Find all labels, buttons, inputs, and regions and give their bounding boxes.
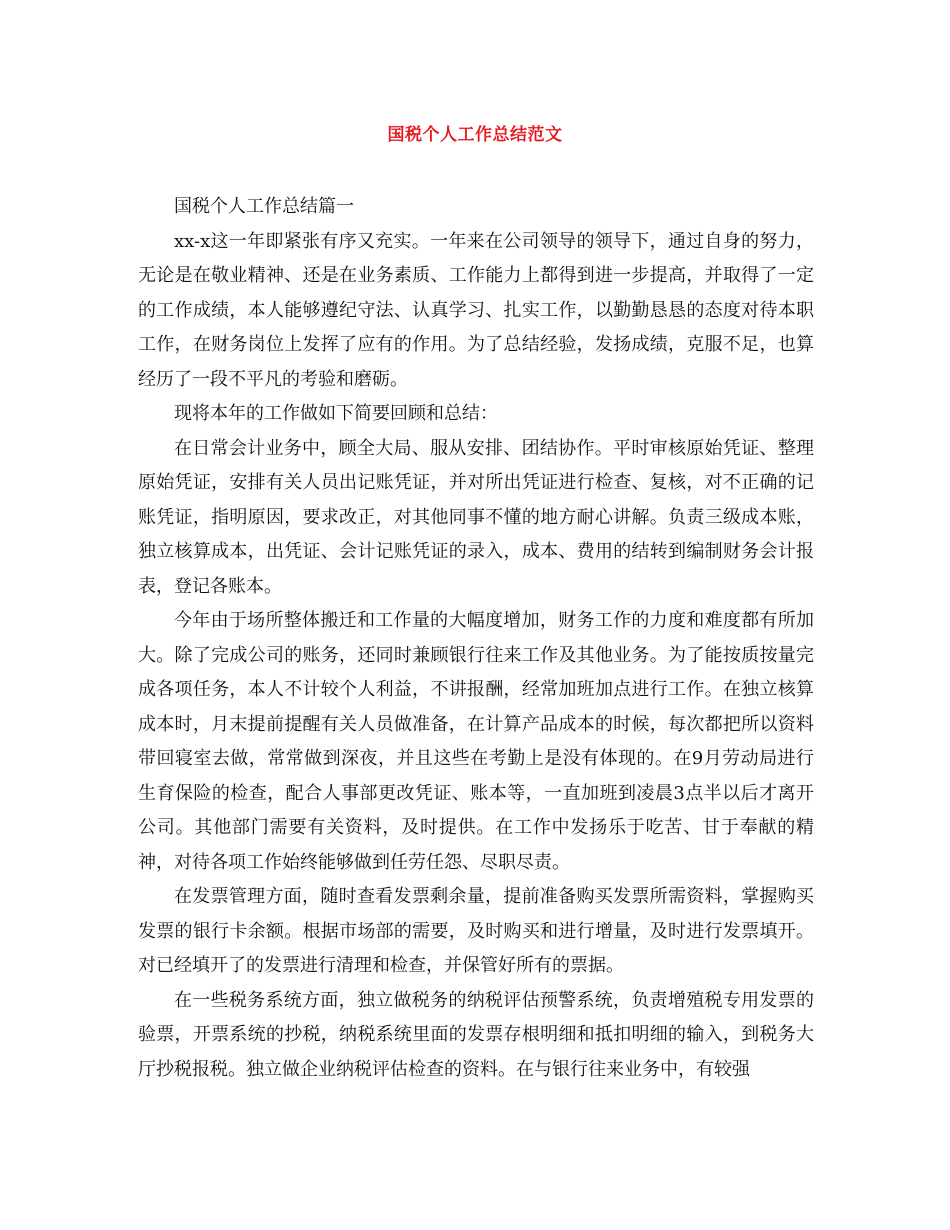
paragraph: 在日常会计业务中，顾全大局、服从安排、团结协作。平时审核原始凭证、整理原始凭证，安排有关人员出记账凭证，并对所出凭证进行检查、复核，对不正确的记账凭证，指明原因，要求改正，对其他同事不懂的地方耐心讲解。负责三级成本账，独立核算成本，出凭证、会计记账凭证的录入，成本、费用的结转到编制财务会计报表，登记各账本。: [138, 437, 814, 597]
page-title: 国税个人工作总结范文: [387, 125, 563, 145]
document-body: [138, 190, 814, 1087]
paragraph: 现将本年的工作做如下简要回顾和总结：: [174, 403, 498, 424]
paragraph: 在一些税务系统方面，独立做税务的纳税评估预警系统，负责增殖税专用发票的验票，开票系统的抄税，纳税系统里面的发票存根明细和抵扣明细的输入，到税务大厅抄税报税。独立做企业纳税评估检查的资料。在与银行往来业务中，有较强: [138, 989, 814, 1080]
paragraph: 在发票管理方面，随时查看发票剩余量，提前准备购买发票所需资料，掌握购买发票的银行卡余额。根据市场部的需要，及时购买和进行增量，及时进行发票填开。对已经填开了的发票进行清理和检查，并保管好所有的票据。: [138, 886, 814, 976]
paragraph: xx-x这一年即紧张有序又充实。一年来在公司领导的领导下，通过自身的努力，无论是在敬业精神、还是在业务素质、工作能力上都得到进一步提高，并取得了一定的工作成绩，本人能够遵纪守法、认真学习、扎实工作，以勤勤恳恳的态度对待本职工作，在财务岗位上发挥了应有的作用。为了总结经验，发扬成绩，克服不足，也算经历了一段不平凡的考验和磨砺。: [138, 230, 814, 390]
section-heading: 国税个人工作总结篇一: [174, 196, 354, 217]
paragraph: 今年由于场所整体搬迁和工作量的大幅度增加，财务工作的力度和难度都有所加大。除了完成公司的账务，还同时兼顾银行往来工作及其他业务。为了能按质按量完成各项任务，本人不计较个人利益，不讲报酬，经常加班加点进行工作。在独立核算成本时，月末提前提醒有关人员做准备，在计算产品成本的时候，每次都把所以资料带回寝室去做，常常做到深夜，并且这些在考勤上是没有体现的。在9月劳动局进行生育保险的检查，配合人事部更改凭证、账本等，一直加班到凌晨3点半以后才离开公司。其他部门需要有关资料，及时提供。在工作中发扬乐于吃苦、甘于奉献的精神，对待各项工作始终能够做到任劳任怨、尽职尽责。: [138, 610, 814, 873]
